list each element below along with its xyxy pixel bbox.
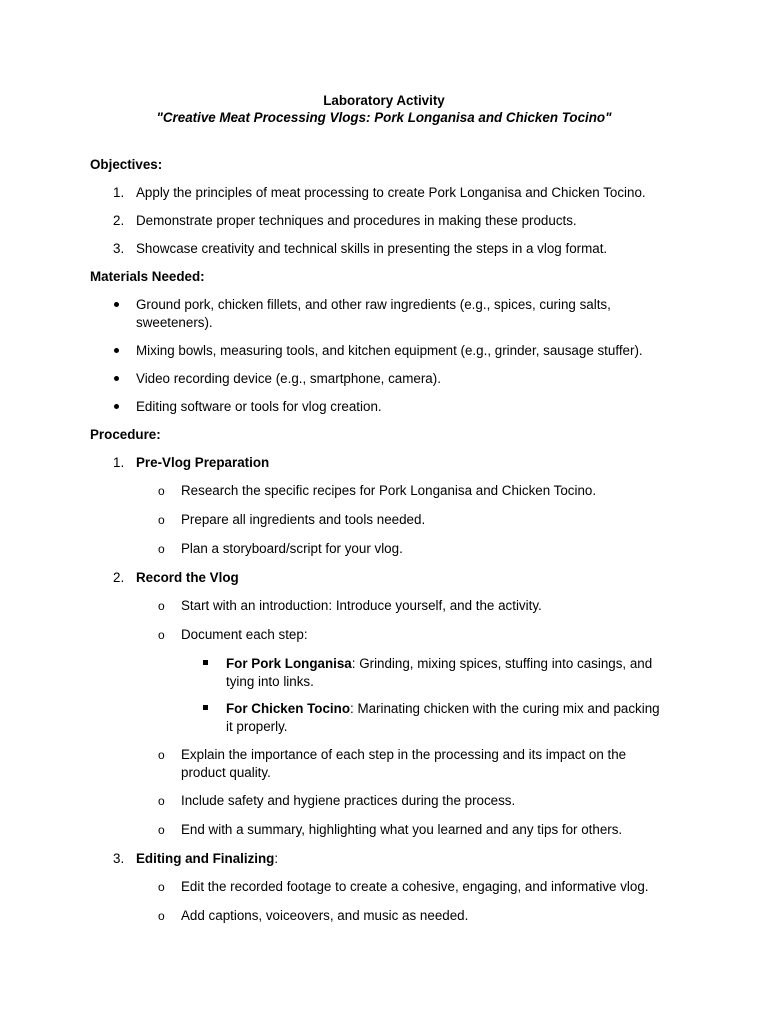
document-subtitle: "Creative Meat Processing Vlogs: Pork Longanisa and Chicken Tocino" [156, 110, 612, 125]
objectives-heading: Objectives: [90, 157, 163, 172]
substep-item: Explain the importance of each step in the processing and its impact on the [181, 747, 627, 762]
objective-number: 1. [113, 185, 125, 200]
square-bullet-icon [203, 705, 208, 710]
procedure-heading: Procedure: [90, 427, 161, 442]
circle-bullet-icon: o [158, 823, 165, 837]
step-title-suffix: : [274, 851, 279, 866]
substep-item-continued: product quality. [181, 765, 271, 780]
circle-bullet-icon: o [158, 628, 165, 642]
circle-bullet-icon: o [158, 909, 165, 923]
circle-bullet-icon: o [158, 794, 165, 808]
objective-item: Showcase creativity and technical skills in presenting the steps in a vlog format. [136, 241, 608, 256]
bullet-icon [114, 376, 119, 381]
step-title: Pre-Vlog Preparation [136, 455, 270, 470]
substep-item: End with a summary, highlighting what you learned and any tips for others. [181, 822, 623, 837]
detail-item [226, 700, 660, 718]
step-title: Record the Vlog [136, 570, 239, 585]
step-number: 3. [113, 851, 125, 866]
step-title: Editing and Finalizing [136, 851, 275, 866]
substep-item: Include safety and hygiene practices during the process. [181, 793, 516, 808]
material-item: Mixing bowls, measuring tools, and kitchen equipment (e.g., grinder, sausage stuffer). [136, 343, 643, 358]
circle-bullet-icon: o [158, 599, 165, 613]
bullet-icon [114, 302, 119, 307]
circle-bullet-icon: o [158, 748, 165, 762]
step-number: 1. [113, 455, 125, 470]
step-heading [136, 850, 278, 868]
objective-item: Demonstrate proper techniques and procedures in making these products. [136, 213, 577, 228]
substep-item: Document each step: [181, 627, 308, 642]
detail-item-label: For Pork Longanisa [226, 656, 352, 671]
square-bullet-icon [203, 660, 208, 665]
bullet-icon [114, 404, 119, 409]
bullet-icon [114, 348, 119, 353]
substep-item: Add captions, voiceovers, and music as needed. [181, 908, 469, 923]
detail-item-label: For Chicken Tocino [226, 701, 350, 716]
material-item: Editing software or tools for vlog creation. [136, 399, 382, 414]
document-title: Laboratory Activity [323, 93, 445, 108]
material-item: Video recording device (e.g., smartphone, camera). [136, 371, 441, 386]
circle-bullet-icon: o [158, 880, 165, 894]
detail-item-continued: tying into links. [226, 674, 314, 689]
objective-item: Apply the principles of meat processing to create Pork Longanisa and Chicken Tocino. [136, 185, 646, 200]
substep-item: Plan a storyboard/script for your vlog. [181, 541, 403, 556]
circle-bullet-icon: o [158, 484, 165, 498]
substep-item: Edit the recorded footage to create a cohesive, engaging, and informative vlog. [181, 879, 649, 894]
detail-item [226, 655, 652, 673]
objective-number: 2. [113, 213, 125, 228]
detail-item-text: : Marinating chicken with the curing mix and packing [350, 701, 660, 716]
substep-item: Research the specific recipes for Pork Longanisa and Chicken Tocino. [181, 483, 597, 498]
substep-item: Prepare all ingredients and tools needed. [181, 512, 426, 527]
objective-number: 3. [113, 241, 125, 256]
substep-item: Start with an introduction: Introduce yourself, and the activity. [181, 598, 542, 613]
material-item: Ground pork, chicken fillets, and other raw ingredients (e.g., spices, curing salts, [136, 297, 611, 312]
circle-bullet-icon: o [158, 542, 165, 556]
circle-bullet-icon: o [158, 513, 165, 527]
detail-item-continued: it properly. [226, 719, 288, 734]
detail-item-text: : Grinding, mixing spices, stuffing into casings, and [351, 656, 653, 671]
step-number: 2. [113, 570, 125, 585]
materials-heading: Materials Needed: [90, 269, 205, 284]
material-item-continued: sweeteners). [136, 315, 213, 330]
